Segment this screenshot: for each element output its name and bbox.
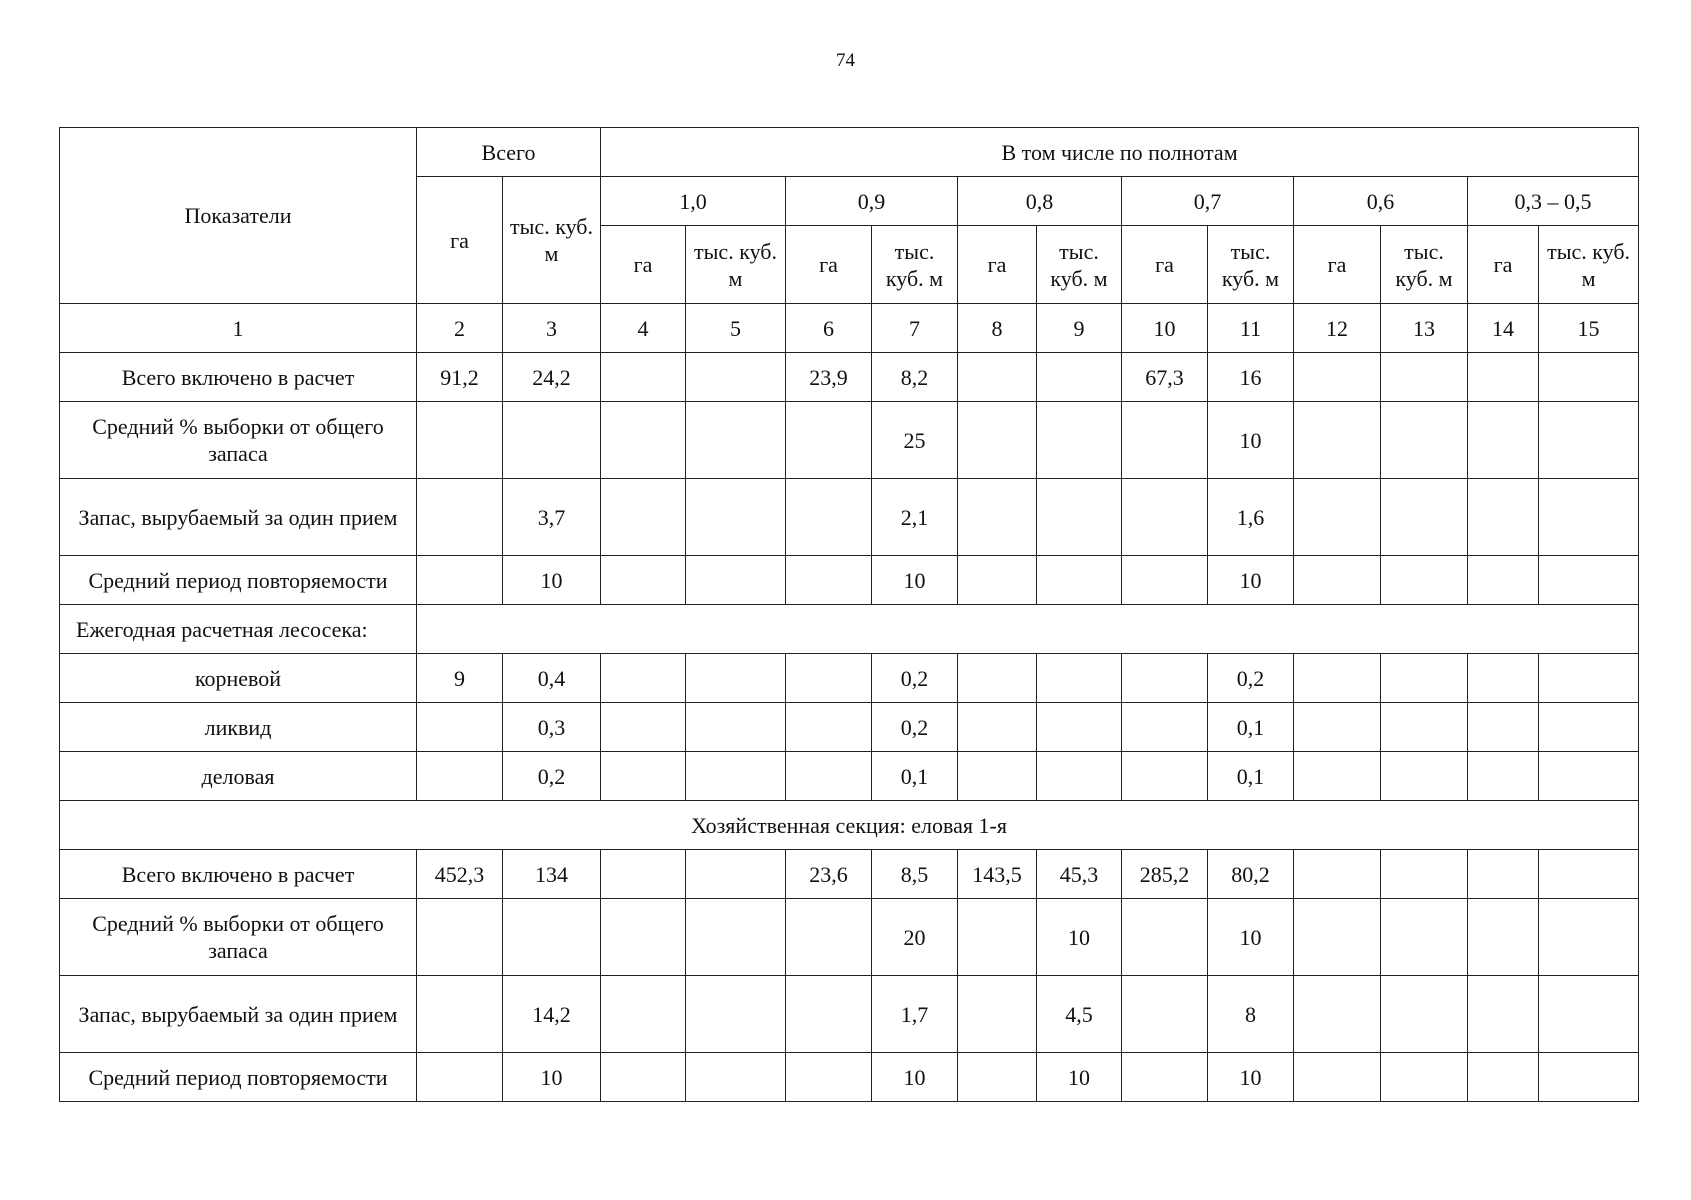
table-cell: 10 [1037, 1053, 1122, 1102]
table-cell [786, 899, 872, 976]
table-cell: 10 [1208, 899, 1294, 976]
table-cell [1294, 752, 1381, 801]
table-cell: 10 [1208, 1053, 1294, 1102]
total-header: Всего [417, 128, 601, 177]
table-cell: 10 [503, 1053, 601, 1102]
table-cell [1122, 1053, 1208, 1102]
table-cell: 0,4 [503, 654, 601, 703]
table-cell [503, 899, 601, 976]
table-cell: 91,2 [417, 353, 503, 402]
table-cell [958, 899, 1037, 976]
density-header: 0,3 – 0,5 [1468, 177, 1639, 226]
table-cell [958, 353, 1037, 402]
table-cell [417, 899, 503, 976]
table-cell [786, 976, 872, 1053]
table-cell [417, 556, 503, 605]
table-cell [686, 703, 786, 752]
column-number: 8 [958, 304, 1037, 353]
table-cell [1122, 752, 1208, 801]
table-cell [1539, 402, 1639, 479]
column-number: 5 [686, 304, 786, 353]
table-cell [786, 479, 872, 556]
indicators-header: Показатели [60, 128, 417, 304]
table-cell [1468, 479, 1539, 556]
table-cell: 0,1 [1208, 703, 1294, 752]
table-cell [601, 479, 686, 556]
row-label: Средний % выборки от общего запаса [60, 402, 417, 479]
density-volume-header: тыс. куб. м [686, 226, 786, 304]
table-cell [1294, 1053, 1381, 1102]
table-cell: 2,1 [872, 479, 958, 556]
table-cell [1122, 402, 1208, 479]
table-cell [958, 654, 1037, 703]
density-header: 0,7 [1122, 177, 1294, 226]
row-label: Всего включено в расчет [60, 353, 417, 402]
table-cell: 1,6 [1208, 479, 1294, 556]
table-cell: 134 [503, 850, 601, 899]
table-cell [1381, 654, 1468, 703]
table-cell [1294, 556, 1381, 605]
column-number: 9 [1037, 304, 1122, 353]
table-cell [1468, 402, 1539, 479]
table-cell [1381, 479, 1468, 556]
table-body [60, 353, 1639, 1102]
table-cell [601, 402, 686, 479]
table-cell [686, 752, 786, 801]
table-cell: 10 [1208, 556, 1294, 605]
table-cell [1468, 899, 1539, 976]
table-header [60, 128, 1639, 353]
table-cell [686, 353, 786, 402]
table-row [60, 899, 1639, 976]
table-cell [786, 402, 872, 479]
table-cell [1122, 703, 1208, 752]
annual-cut-label: Ежегодная расчетная лесосека: [60, 605, 417, 654]
table-cell [686, 1053, 786, 1102]
table-row [60, 1053, 1639, 1102]
table-cell [786, 752, 872, 801]
table-cell [1468, 556, 1539, 605]
density-header: 0,6 [1294, 177, 1468, 226]
table-cell [686, 556, 786, 605]
table-cell [601, 1053, 686, 1102]
table-cell: 67,3 [1122, 353, 1208, 402]
annual-cut-row [60, 605, 1639, 654]
table-cell [786, 703, 872, 752]
table-cell: 16 [1208, 353, 1294, 402]
column-number: 7 [872, 304, 958, 353]
table-cell [1468, 752, 1539, 801]
column-number: 4 [601, 304, 686, 353]
table-cell [1381, 556, 1468, 605]
table-cell [1294, 402, 1381, 479]
table-cell [686, 402, 786, 479]
column-number: 15 [1539, 304, 1639, 353]
row-label: деловая [60, 752, 417, 801]
table-cell: 0,2 [872, 654, 958, 703]
table-cell [1539, 703, 1639, 752]
table-cell [1037, 353, 1122, 402]
table-cell [686, 654, 786, 703]
table-cell [1294, 703, 1381, 752]
table-cell [417, 703, 503, 752]
table-cell [417, 1053, 503, 1102]
table-cell [601, 899, 686, 976]
density-volume-header: тыс. куб. м [872, 226, 958, 304]
table-cell [1294, 353, 1381, 402]
row-label: ликвид [60, 703, 417, 752]
density-ha-header: га [1468, 226, 1539, 304]
table-cell: 20 [872, 899, 958, 976]
table-cell [1381, 850, 1468, 899]
table-cell [786, 1053, 872, 1102]
table-row [60, 402, 1639, 479]
density-ha-header: га [1294, 226, 1381, 304]
column-number: 12 [1294, 304, 1381, 353]
table-cell: 9 [417, 654, 503, 703]
allowable-cut-table [59, 127, 1639, 1102]
column-number: 10 [1122, 304, 1208, 353]
column-number: 11 [1208, 304, 1294, 353]
table-cell [958, 479, 1037, 556]
table-cell [1468, 1053, 1539, 1102]
density-volume-header: тыс. куб. м [1381, 226, 1468, 304]
table-cell: 25 [872, 402, 958, 479]
table-row [60, 752, 1639, 801]
table-cell [1468, 976, 1539, 1053]
table-row [60, 556, 1639, 605]
table-cell [601, 654, 686, 703]
table-cell: 10 [503, 556, 601, 605]
column-number-row [60, 304, 1639, 353]
table-cell: 23,9 [786, 353, 872, 402]
table-cell [601, 556, 686, 605]
total-ha-header: га [417, 177, 503, 304]
table-row [60, 976, 1639, 1053]
table-cell [1122, 654, 1208, 703]
table-cell [503, 402, 601, 479]
table-cell [1122, 899, 1208, 976]
table-cell [1539, 850, 1639, 899]
table-cell [1122, 976, 1208, 1053]
density-header: 1,0 [601, 177, 786, 226]
table-cell: 452,3 [417, 850, 503, 899]
density-ha-header: га [601, 226, 686, 304]
table-cell [1539, 654, 1639, 703]
table-cell [1381, 899, 1468, 976]
table-cell: 3,7 [503, 479, 601, 556]
table-cell [601, 752, 686, 801]
table-cell [1294, 654, 1381, 703]
table-cell [1381, 353, 1468, 402]
density-volume-header: тыс. куб. м [1208, 226, 1294, 304]
table-cell: 14,2 [503, 976, 601, 1053]
table-cell: 10 [872, 1053, 958, 1102]
table-cell [1539, 899, 1639, 976]
row-label: Запас, вырубаемый за один прием [60, 976, 417, 1053]
table-cell [417, 402, 503, 479]
table-cell [1468, 654, 1539, 703]
section-row [60, 801, 1639, 850]
row-label: корневой [60, 654, 417, 703]
row-label: Запас, вырубаемый за один прием [60, 479, 417, 556]
density-volume-header: тыс. куб. м [1539, 226, 1639, 304]
table-cell: 285,2 [1122, 850, 1208, 899]
density-header: 0,8 [958, 177, 1122, 226]
table-cell [1037, 402, 1122, 479]
table-row [60, 703, 1639, 752]
table-cell [1539, 1053, 1639, 1102]
annual-cut-blank [417, 605, 1639, 654]
table-cell [1468, 353, 1539, 402]
table-cell [958, 556, 1037, 605]
table-cell: 10 [872, 556, 958, 605]
table-cell [1468, 703, 1539, 752]
table-cell [601, 353, 686, 402]
table-cell [786, 654, 872, 703]
table-cell [1381, 703, 1468, 752]
table-cell: 143,5 [958, 850, 1037, 899]
table-cell: 8,2 [872, 353, 958, 402]
page-number: 74 [836, 50, 855, 71]
table-cell [417, 479, 503, 556]
column-number: 3 [503, 304, 601, 353]
table-cell [686, 850, 786, 899]
table-cell [417, 752, 503, 801]
density-ha-header: га [786, 226, 872, 304]
density-header: 0,9 [786, 177, 958, 226]
table-cell [1037, 479, 1122, 556]
column-number: 1 [60, 304, 417, 353]
column-number: 2 [417, 304, 503, 353]
table-cell: 8,5 [872, 850, 958, 899]
table-cell: 0,2 [503, 752, 601, 801]
table-cell: 1,7 [872, 976, 958, 1053]
column-number: 14 [1468, 304, 1539, 353]
table-cell [1539, 479, 1639, 556]
row-label: Всего включено в расчет [60, 850, 417, 899]
table-cell [1122, 556, 1208, 605]
table-row [60, 479, 1639, 556]
table-cell [1539, 556, 1639, 605]
table-cell [786, 556, 872, 605]
column-number: 13 [1381, 304, 1468, 353]
table-cell [1294, 976, 1381, 1053]
table-cell [1539, 752, 1639, 801]
table-cell [1381, 752, 1468, 801]
total-volume-header: тыс. куб. м [503, 177, 601, 304]
table-cell [1381, 976, 1468, 1053]
table-cell [1294, 899, 1381, 976]
table-cell [1037, 556, 1122, 605]
table-cell [958, 976, 1037, 1053]
by-density-header: В том числе по полнотам [601, 128, 1639, 177]
table-cell [1122, 479, 1208, 556]
table-cell [601, 703, 686, 752]
table-cell: 0,2 [872, 703, 958, 752]
table-cell: 10 [1037, 899, 1122, 976]
row-label: Средний период повторяемости [60, 556, 417, 605]
table-cell: 0,3 [503, 703, 601, 752]
table-cell [1381, 1053, 1468, 1102]
table-cell [686, 976, 786, 1053]
table-cell [686, 479, 786, 556]
density-ha-header: га [1122, 226, 1208, 304]
density-volume-header: тыс. куб. м [1037, 226, 1122, 304]
section-title: Хозяйственная секция: еловая 1-я [60, 801, 1639, 850]
table-cell [1037, 752, 1122, 801]
row-label: Средний % выборки от общего запаса [60, 899, 417, 976]
table-cell [686, 899, 786, 976]
table-cell [1381, 402, 1468, 479]
table-cell: 80,2 [1208, 850, 1294, 899]
table-cell: 0,1 [1208, 752, 1294, 801]
row-label: Средний период повторяемости [60, 1053, 417, 1102]
table-cell [1294, 850, 1381, 899]
table-cell [1539, 353, 1639, 402]
table-cell [958, 703, 1037, 752]
table-cell [601, 976, 686, 1053]
table-cell: 4,5 [1037, 976, 1122, 1053]
table-cell: 8 [1208, 976, 1294, 1053]
table-cell [1294, 479, 1381, 556]
table-row [60, 353, 1639, 402]
table-cell [1468, 850, 1539, 899]
table-cell [417, 976, 503, 1053]
table-row [60, 654, 1639, 703]
table-cell [1539, 976, 1639, 1053]
table-cell: 24,2 [503, 353, 601, 402]
density-ha-header: га [958, 226, 1037, 304]
table-row [60, 850, 1639, 899]
column-number: 6 [786, 304, 872, 353]
table-cell [958, 752, 1037, 801]
table-cell: 45,3 [1037, 850, 1122, 899]
table-cell: 0,2 [1208, 654, 1294, 703]
table-cell: 23,6 [786, 850, 872, 899]
table-cell [1037, 654, 1122, 703]
table-cell [601, 850, 686, 899]
table-cell: 0,1 [872, 752, 958, 801]
table-cell [1037, 703, 1122, 752]
table-cell [958, 402, 1037, 479]
table-cell [958, 1053, 1037, 1102]
table-cell: 10 [1208, 402, 1294, 479]
